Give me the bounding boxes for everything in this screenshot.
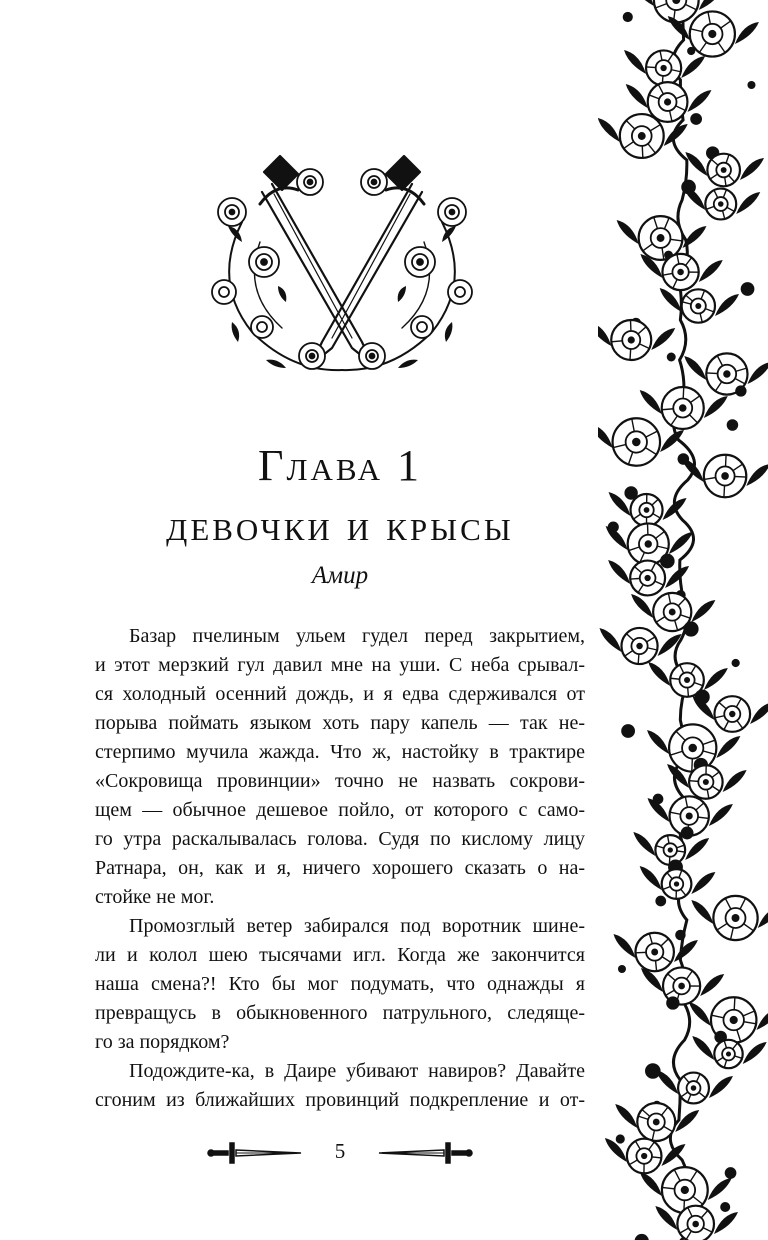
text-line: наша смена?! Кто бы мог подумать, что однажды я: [95, 973, 585, 995]
page-footer: [205, 1135, 475, 1171]
floral-border-art: [598, 0, 768, 1240]
text-line: Ратнара, он, как и я, ничего хорошего сказать о на-: [95, 857, 585, 879]
text-line: ли и колол шею тысячами игл. Когда же закончится: [95, 944, 585, 966]
text-line: Подождите-ка, в Даире убивают навиров? Давайте: [129, 1060, 585, 1082]
text-line: щем — обычное дешевое пойло, от которого с само-: [95, 799, 585, 821]
text-line: стерпимо мучила жажда. Что ж, настойку в трактире: [95, 741, 585, 763]
chapter-number: Глава 1: [258, 441, 422, 490]
text-line: Базар пчелиным ульем гудел перед закрытием,: [129, 625, 585, 647]
left-dagger-icon: [205, 1135, 305, 1171]
text-line: сгоним из ближайших провинций подкрепление и от-: [95, 1089, 585, 1111]
text-line: ся холодный осенний дождь, и я едва сдерживался от: [95, 683, 585, 705]
body-text: [95, 622, 585, 1115]
text-line: стойке не мог.: [95, 886, 215, 908]
text-line: го за порядком?: [95, 1031, 230, 1053]
chapter-title: девочки и крысы: [166, 501, 514, 550]
floral-border: [598, 0, 768, 1240]
text-line: «Сокровища провинции» точно не назвать сокрови-: [95, 770, 585, 792]
crossed-swords-emblem: [202, 142, 482, 390]
right-dagger-icon: [375, 1135, 475, 1171]
text-line: го утра раскалывалась голова. Судя по кислому лицу: [95, 828, 585, 850]
page-number: 5: [334, 1139, 346, 1163]
text-line: порыва поймать языком хоть пару капель — так не-: [95, 712, 585, 734]
crossed-swords-icon: [202, 142, 482, 390]
text-line: и этот мерзкий гул давил мне на уши. С неба срывал-: [95, 654, 585, 676]
chapter-narrator: Амир: [311, 562, 369, 589]
text-line: превращусь в обыкновенного патрульного, следяще-: [95, 1002, 585, 1024]
text-line: Промозглый ветер забирался под воротник шине-: [129, 915, 585, 937]
